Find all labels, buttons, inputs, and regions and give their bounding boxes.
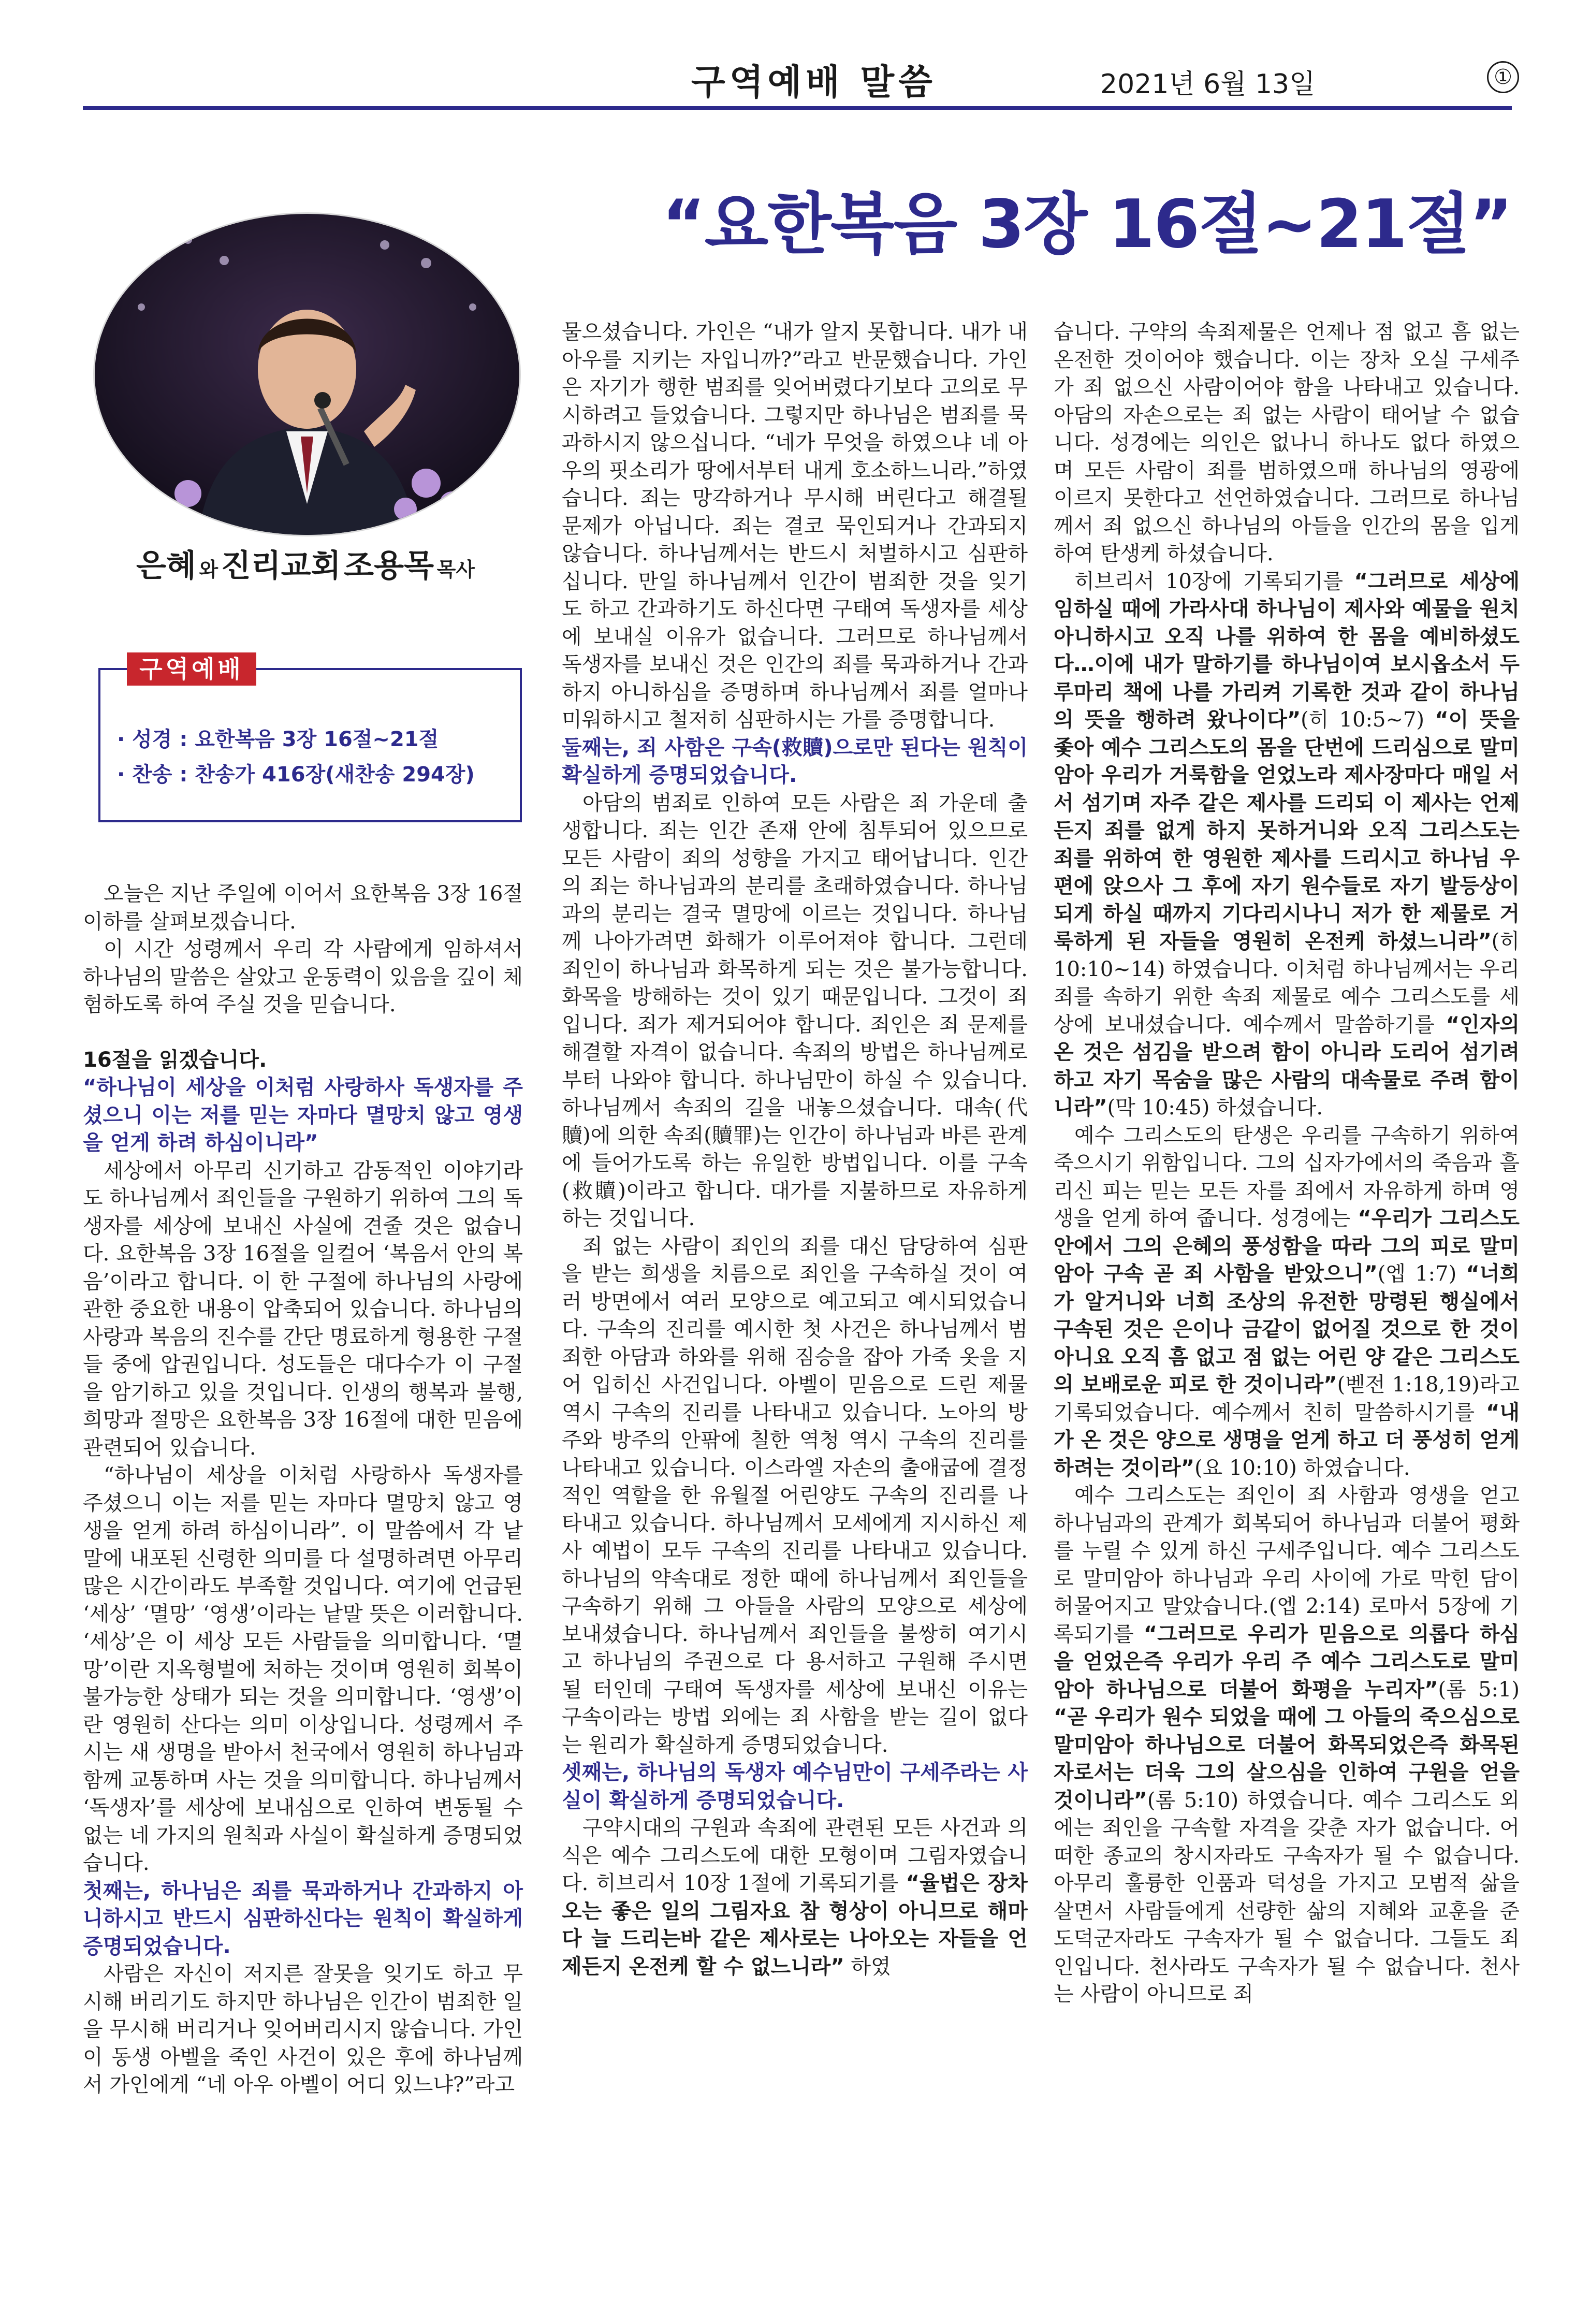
- section-heading: 첫째는, 하나님은 죄를 묵과하거나 간과하지 아니하시고 반드시 심판하신다는 원칙이 확실하게 증명되었습니다.: [83, 1879, 523, 1958]
- scripture-quote: “그러므로 우리가 믿음으로 의롭다 하심을 얻었은즉 우리가 우리 주 예수 그리스도로 말미암아 하나님으로 더불어 화평을 누리자”: [1054, 1622, 1520, 1702]
- text-run: (엡 1:7): [1377, 1262, 1457, 1286]
- paragraph: [1054, 1122, 1520, 1483]
- column-2: [562, 318, 1028, 1981]
- scripture-quote: “내가 온 것은 양으로 생명을 얻게 하고 더 풍성히 얻게 하려는 것이라”: [1054, 1400, 1520, 1480]
- paragraph: 물으셨습니다. 가인은 “내가 알지 못합니다. 내가 내 아우를 지키는 자입니까?”라고 반문했습니다. 가인은 자기가 행한 범죄를 잊어버렸다기보다 고의로 무시하려고 들었습니다. 그렇지만 하나님은 범죄를 묵과하시지 않으십니다. “네가 무엇을 하였으냐 네 아우의 핏소리가 땅에서부터 내게 호소하느니라.”하였습니다. 죄는 망각하거나 무시해 버린다고 해결될 문제가 아닙니다. 죄는 결코 묵인되거나 간과되지 않습니다. 하나님께서는 반드시 처벌하시고 심판하십니다. 만일 하나님께서 인간이 범죄한 것을 잊기도 하고 간과하기도 하신다면 구태여 독생자를 세상에 보내실 이유가 없습니다. 그러므로 하나님께서 독생자를 보내신 것은 인간의 죄를 묵과하거나 간과하지 아니하심을 증명하며 하나님께서 죄를 얼마나 미워하시고 철저히 심판하시는 가를 증명합니다.: [562, 320, 1028, 732]
- masthead-date: 2021년 6월 13일: [1100, 69, 1316, 100]
- text-run: (히 10:10~14) 하였습니다. 이처럼 하나님께서는 우리 죄를 속하기 위한 속죄 제물로 예수 그리스도를 세상에 보내셨습니다. 예수께서 말씀하기를: [1054, 929, 1520, 1037]
- text-run: (롬 5:10) 하였습니다. 예수 그리스도 외에는 죄인을 구속할 자격을 갖춘 자가 없습니다. 어떠한 종교의 창시자라도 구속자가 될 수 없습니다. 아무리 훌륭한 인품과 덕성을 가지고 모범적 삶을 살면서 사람들에게 선량한 삶의 지혜와 교훈을 준 도덕군자라도 구속자가 될 수 없습니다. 그들도 죄인입니다. 천사라도 구속자가 될 수 없습니다. 천사는 사람이 아니므로 죄: [1054, 1788, 1520, 2006]
- text-run: 히브리서 10장에 기록되기를: [1074, 569, 1343, 593]
- scripture-item: · 성경 : 요한복음 3장 16절~21절: [117, 728, 439, 751]
- text-run: 예수 그리스도는 죄인이 죄 사함과 영생을 얻고 하나님과의 관계가 회복되어 하나님과 더불어 평화를 누릴 수 있게 하신 구세주입니다. 예수 그리스도로 말미암아 하나님과 우리 사이에 가로 막힌 담이 허물어지고 말았습니다.(엡 2:14) 로마서 5장에 기록되기를: [1054, 1484, 1520, 1646]
- church-prefix: 은혜: [136, 548, 196, 584]
- scripture-quote: “이 뜻을 좇아 예수 그리스도의 몸을 단번에 드리심으로 말미암아 우리가 거룩함을 얻었노라 제사장마다 매일 서서 섬기며 자주 같은 제사를 드리되 이 제사는 언제든지 죄를 없게 하지 못하거니와 오직 그리스도는 죄를 위하여 한 영원한 제사를 드리시고 하나님 우편에 앉으사 그 후에 자기 원수들로 자기 발등상이 되게 하실 때까지 기다리시나니 저가 한 제물로 거룩하게 된 자들을 영원히 온전케 하셨느니라”: [1054, 708, 1520, 953]
- paragraph: [1054, 568, 1520, 1122]
- masthead-rule: [83, 106, 1512, 110]
- info-box-tag: 구역예배: [127, 652, 256, 686]
- paragraph: 세상에서 아무리 신기하고 감동적인 이야기라도 하나님께서 죄인들을 구원하기 위하여 그의 독생자를 세상에 보내신 사실에 견줄 것은 없습니다. 요한복음 3장 16절을 일컬어 ‘복음서 안의 복음’이라고 합니다. 이 한 구절에 하나님의 사랑에 관한 중요한 내용이 압축되어 있습니다. 하나님의 사랑과 복음의 진수를 간단 명료하게 형용한 구절들 중에 압권입니다. 성도들은 대다수가 이 구절을 암기하고 있을 것입니다. 인생의 행복과 불행, 희망과 절망은 요한복음 3장 16절에 대한 믿음에 관련되어 있습니다.: [83, 1158, 523, 1460]
- text-run: 예수 그리스도의 탄생은 우리를 구속하기 위하여 죽으시기 위함입니다. 그의 십자가에서의 죽음과 흘리신 피는 믿는 모든 자를 죄에서 자유하게 하며 영생을 얻게 하여 줍니다. 성경에는: [1054, 1123, 1520, 1230]
- text-run: (요 10:10) 하였습니다.: [1194, 1456, 1410, 1480]
- pastor-portrait: [93, 212, 521, 536]
- headline: “요한복음 3장 16절~21절”: [662, 186, 1512, 263]
- paragraph: 오늘은 지난 주일에 이어서 요한복음 3장 16절 이하를 살펴보겠습니다.: [83, 882, 523, 934]
- church-connector: 와: [199, 558, 218, 581]
- scripture-quote: “인자의 온 것은 섬김을 받으려 함이 아니라 도리어 섬기려 하고 자기 목숨을 많은 사람의 대속물로 주려 함이니라”: [1054, 1012, 1520, 1120]
- pastor-title: 목사: [436, 558, 475, 581]
- hymn-item: · 찬송 : 찬송가 416장(새찬송 294장): [117, 763, 475, 787]
- info-box: [98, 668, 522, 822]
- text-run: (롬 5:1): [1438, 1677, 1520, 1702]
- pastor-name: 조용목: [344, 548, 434, 584]
- section-heading: 둘째는, 죄 사함은 구속(救贖)으로만 된다는 원칙이 확실하게 증명되었습니다.: [562, 735, 1028, 787]
- page-number: ①: [1487, 61, 1519, 93]
- paragraph: 아담의 범죄로 인하여 모든 사람은 죄 가운데 출생합니다. 죄는 인간 존재 안에 침투되어 있으므로 모든 사람이 죄의 성향을 가지고 태어납니다. 인간의 죄는 하나님과의 분리를 초래하였습니다. 하나님과의 분리는 결국 멸망에 이르는 것입니다. 하나님께 나아가려면 화해가 이루어져야 합니다. 그런데 죄인이 하나님과 화목하게 되는 것은 불가능합니다. 화목을 방해하는 것이 있기 때문입니다. 그것이 죄입니다. 죄가 제거되어야 합니다. 죄인은 죄 문제를 해결할 자격이 없습니다. 속죄의 방법은 하나님께로부터 나와야 합니다. 하나님만이 하실 수 있습니다. 하나님께서 속죄의 길을 내놓으셨습니다. 대속(代贖)에 의한 속죄(贖罪)는 인간이 하나님과 바른 관계에 들어가도록 하는 유일한 방법입니다. 이를 구속(救贖)이라고 합니다. 대가를 지불하므로 자유하게 하는 것입니다.: [562, 791, 1028, 1230]
- text-run: (히 10:5~7): [1301, 708, 1425, 732]
- verse-quote: “하나님이 세상을 이처럼 사랑하사 독생자를 주셨으니 이는 저를 믿는 자마다 멸망치 않고 영생을 얻게 하려 하심이니라”: [83, 1076, 523, 1155]
- church-suffix: 진리교회: [221, 548, 341, 584]
- text-run: 구약시대의 구원과 속죄에 관련된 모든 사건과 의식은 예수 그리스도에 대한 모형이며 그림자였습니다. 히브리서 10장 1절에 기록되기를: [562, 1816, 1028, 1895]
- paragraph: [1054, 1482, 1520, 2009]
- scripture-quote: “율법은 장차 오는 좋은 일의 그림자요 참 형상이 아니므로 해마다 늘 드리는바 같은 제사로는 나아오는 자들을 언제든지 온전케 할 수 없느니라”: [562, 1871, 1028, 1979]
- paragraph: “하나님이 세상을 이처럼 사랑하사 독생자를 주셨으니 이는 저를 믿는 자마다 멸망치 않고 영생을 얻게 하려 하심이니라”. 이 말씀에서 각 낱말에 내포된 신령한 의미를 다 설명하려면 아무리 많은 시간이라도 부족할 것입니다. 여기에 언급된 ‘세상’ ‘멸망’ ‘영생’이라는 낱말 뜻은 이러합니다. ‘세상’은 이 세상 모든 사람들을 의미합니다. ‘멸망’이란 지옥형벌에 처하는 것이며 영원히 회복이 불가능한 상태가 되는 것을 의미합니다. ‘영생’이란 영원히 산다는 의미 이상입니다. 성령께서 주시는 새 생명을 받아서 천국에서 영원히 하나님과 함께 교통하며 사는 것을 의미합니다. 하나님께서 ‘독생자’를 세상에 보내심으로 인하여 변동될 수 없는 네 가지의 원칙과 사실이 확실하게 증명되었습니다.: [83, 1463, 523, 1875]
- paragraph: 습니다. 구약의 속죄제물은 언제나 점 없고 흠 없는 온전한 것이어야 했습니다. 이는 장차 오실 구세주가 죄 없으신 사람이어야 함을 나타내고 있습니다. 아담의 자손으로는 죄 없는 사람이 태어날 수 없습니다. 성경에는 의인은 없나니 하나도 없다 하였으며 모든 사람이 죄를 범하였으매 하나님의 영광에 이르지 못한다고 선언하였습니다. 그러므로 하나님께서 죄 없으신 하나님의 아들을 인간의 몸을 입게 하여 탄생케 하셨습니다.: [1054, 320, 1520, 565]
- scripture-quote: “곧 우리가 원수 되었을 때에 그 아들의 죽으심으로 말미암아 하나님으로 더불어 화목되었은즉 화목된 자로서는 더욱 그의 살으심을 인하여 구원을 얻을 것이니라”: [1054, 1705, 1520, 1812]
- pastor-photo: [95, 214, 519, 535]
- text-run: 하였: [851, 1954, 891, 1979]
- paragraph: 이 시간 성령께서 우리 각 사람에게 임하셔서 하나님의 말씀은 살았고 운동력이 있음을 깊이 체험하도록 하여 주실 것을 믿습니다.: [83, 937, 523, 1016]
- paragraph: 죄 없는 사람이 죄인의 죄를 대신 담당하여 심판을 받는 희생을 치름으로 죄인을 구속하실 것이 여러 방면에서 여러 모양으로 예고되고 예시되었습니다. 구속의 진리를 예시한 첫 사건은 하나님께서 범죄한 아담과 하와를 위해 짐승을 잡아 가죽 옷을 지어 입히신 사건입니다. 아벨이 믿음으로 드린 제물 역시 구속의 진리를 나타내고 있습니다. 노아의 방주와 방주의 안팎에 칠한 역청 역시 구속의 진리를 나타내고 있습니다. 이스라엘 자손의 출애굽에 결정적인 역할을 한 유월절 어린양도 구속의 진리를 나타내고 있습니다. 하나님께서 모세에게 지시하신 제사 예법이 모두 구속의 진리를 나타내고 있습니다. 하나님의 약속대로 정한 때에 하나님께서 죄인들을 구속하기 위해 그 아들을 사람의 모양으로 세상에 보내셨습니다. 하나님께서 죄인들을 불쌍히 여기시고 하나님의 주권으로 다 용서하고 구원해 주시면 될 터인데 구태여 독생자를 세상에 보내신 이유는 구속이라는 방법 외에는 죄 사함을 받는 길이 없다는 원리가 확실하게 증명되었습니다.: [562, 1234, 1028, 1757]
- text-run: (막 10:45) 하셨습니다.: [1107, 1096, 1323, 1120]
- scripture-quote: “그러므로 세상에 임하실 때에 가라사대 하나님이 제사와 예물을 원치 아니하시고 오직 나를 위하여 한 몸을 예비하셨도다…이에 내가 말하기를 하나님이여 보시옵소서 두루마리 책에 나를 가리켜 기록한 것과 같이 하나님의 뜻을 행하려 왔나이다”: [1054, 569, 1520, 732]
- spacer: [83, 1019, 523, 1047]
- verse-intro: [83, 1047, 523, 1074]
- verse-intro-text: 16절을 읽겠습니다.: [83, 1048, 267, 1072]
- masthead-title: 구역예배 말씀: [691, 62, 937, 103]
- column-1: [83, 880, 523, 2099]
- paragraph: [562, 1814, 1028, 1981]
- column-3: [1054, 318, 1520, 2009]
- section-heading: 셋째는, 하나님의 독생자 예수님만이 구세주라는 사실이 확실하게 증명되었습니다.: [562, 1761, 1028, 1812]
- scripture-quote: “너희가 알거니와 너희 조상의 유전한 망령된 행실에서 구속된 것은 은이나 금같이 없어질 것으로 한 것이 아니요 오직 흠 없고 점 없는 어린 양 같은 그리스도의 보배로운 피로 한 것이니라”: [1054, 1262, 1520, 1397]
- text-run: (벧전 1:18,19)라고 기록되었습니다. 예수께서 친히 말씀하시기를: [1054, 1373, 1520, 1425]
- paragraph: 사람은 자신이 저지른 잘못을 잊기도 하고 무시해 버리기도 하지만 하나님은 인간이 범죄한 일을 무시해 버리거나 잊어버리시지 않습니다. 가인이 동생 아벨을 죽인 사건이 있은 후에 하나님께서 가인에게 “네 아우 아벨이 어디 있느냐?”라고: [83, 1962, 523, 2097]
- pastor-caption: [98, 541, 513, 586]
- scripture-quote: “우리가 그리스도 안에서 그의 은혜의 풍성함을 따라 그의 피로 말미암아 구속 곧 죄 사함을 받았으니”: [1054, 1207, 1520, 1286]
